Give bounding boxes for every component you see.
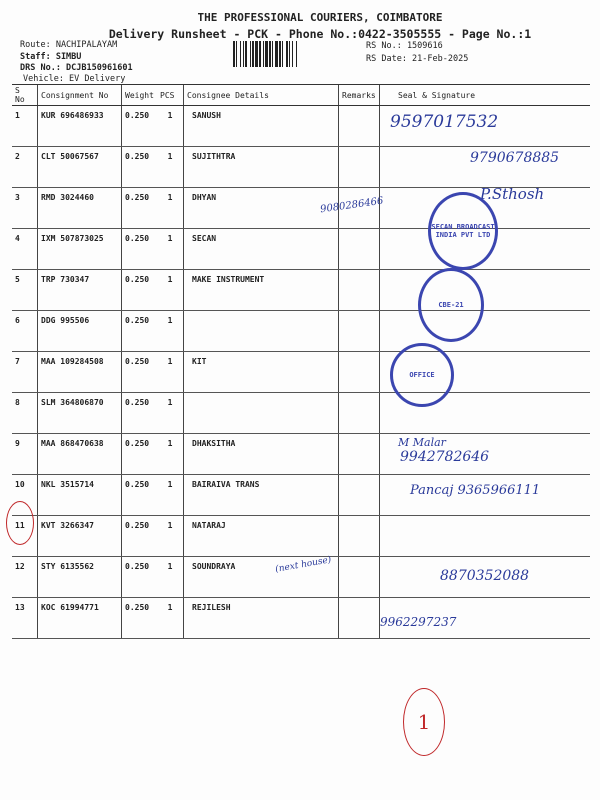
table-row <box>12 598 590 639</box>
weight: 0.250 <box>122 188 158 229</box>
consignee <box>184 393 339 434</box>
pcs: 1 <box>157 557 184 598</box>
row-sno: 5 <box>12 270 38 311</box>
remarks <box>339 311 380 352</box>
weight: 0.250 <box>122 229 158 270</box>
col-sno: S No <box>12 85 38 106</box>
remarks <box>339 106 380 147</box>
consignee: SOUNDRAYA <box>184 557 339 598</box>
consignee: SUJITHTRA <box>184 147 339 188</box>
phone-row3: 9080286466 <box>319 195 385 216</box>
signature-row3: P.Sthosh <box>480 185 545 203</box>
signature-row9-phone: 9942782646 <box>400 449 490 465</box>
consignment-no: CLT 50067567 <box>38 147 122 188</box>
pcs: 1 <box>157 106 184 147</box>
remarks <box>339 352 380 393</box>
table-row <box>12 352 590 393</box>
table-row <box>12 516 590 557</box>
table-row <box>12 106 590 147</box>
table-row <box>12 270 590 311</box>
row-sno: 13 <box>12 598 38 639</box>
signature-row10: Pancaj 9365966111 <box>410 483 541 498</box>
consignment-no: STY 6135562 <box>38 557 122 598</box>
col-pcs: PCS <box>157 85 184 106</box>
signature-row9-name: M Malar <box>398 436 446 449</box>
consignee: NATARAJ <box>184 516 339 557</box>
weight: 0.250 <box>122 106 158 147</box>
rs-number: RS No.: 1509616 <box>366 41 443 51</box>
remark-row12: (next house) <box>274 555 333 575</box>
weight: 0.250 <box>122 598 158 639</box>
table-row <box>12 229 590 270</box>
pcs: 1 <box>157 516 184 557</box>
remarks <box>339 557 380 598</box>
remarks <box>339 229 380 270</box>
route: Route: NACHIPALAYAM <box>20 40 118 50</box>
consignment-no: RMD 3024460 <box>38 188 122 229</box>
remarks <box>339 475 380 516</box>
weight: 0.250 <box>122 434 158 475</box>
consignment-no: KOC 61994771 <box>38 598 122 639</box>
weight: 0.250 <box>122 270 158 311</box>
row-sno: 9 <box>12 434 38 475</box>
consignee: SANUSH <box>184 106 339 147</box>
consignment-no: KUR 696486933 <box>38 106 122 147</box>
staff: Staff: SIMBU <box>20 52 82 62</box>
barcode <box>233 41 351 67</box>
row-sno: 7 <box>12 352 38 393</box>
consignee: MAKE INSTRUMENT <box>184 270 339 311</box>
weight: 0.250 <box>122 352 158 393</box>
consignment-no: NKL 3515714 <box>38 475 122 516</box>
pcs: 1 <box>157 147 184 188</box>
weight: 0.250 <box>122 393 158 434</box>
consignment-no: TRP 730347 <box>38 270 122 311</box>
row-sno: 11 <box>12 516 38 557</box>
seal-signature <box>380 516 591 557</box>
runsheet-subtitle: Delivery Runsheet - PCK - Phone No.:0422-3505555 - Page No.:1 <box>108 27 532 41</box>
remarks <box>339 598 380 639</box>
runsheet-table <box>12 84 590 639</box>
consignment-no: KVT 3266347 <box>38 516 122 557</box>
seal-stamp: CBE-21 <box>418 268 484 342</box>
weight: 0.250 <box>122 557 158 598</box>
rs-date: RS Date: 21-Feb-2025 <box>366 54 469 64</box>
pcs: 1 <box>157 598 184 639</box>
remarks <box>339 516 380 557</box>
col-remarks: Remarks <box>339 85 380 106</box>
pcs: 1 <box>157 352 184 393</box>
remarks <box>339 270 380 311</box>
row-sno: 3 <box>12 188 38 229</box>
consignee: DHAKSITHA <box>184 434 339 475</box>
drs-number: DRS No.: DCJB150961601 <box>20 63 133 73</box>
office-stamp: OFFICE <box>390 343 454 407</box>
consignment-no: MAA 868470638 <box>38 434 122 475</box>
consignment-no: SLM 364806870 <box>38 393 122 434</box>
table-row <box>12 434 590 475</box>
row-sno: 8 <box>12 393 38 434</box>
consignment-no: DDG 995506 <box>38 311 122 352</box>
col-seal: Seal & Signature <box>380 85 591 106</box>
col-consignee: Consignee Details <box>184 85 339 106</box>
pcs: 1 <box>157 229 184 270</box>
pcs: 1 <box>157 311 184 352</box>
signature-row12: 8870352088 <box>440 568 530 584</box>
page-mark: 1 <box>403 688 445 756</box>
row-sno: 2 <box>12 147 38 188</box>
consignee: DHYAN <box>184 188 339 229</box>
table-row <box>12 311 590 352</box>
seal-signature <box>380 270 591 311</box>
row-sno: 1 <box>12 106 38 147</box>
pcs: 1 <box>157 475 184 516</box>
pcs: 1 <box>157 434 184 475</box>
remarks <box>339 393 380 434</box>
consignee: BAIRAIVA TRANS <box>184 475 339 516</box>
consignee: SECAN <box>184 229 339 270</box>
consignee: KIT <box>184 352 339 393</box>
consignment-no: MAA 109284508 <box>38 352 122 393</box>
weight: 0.250 <box>122 147 158 188</box>
pcs: 1 <box>157 270 184 311</box>
red-circle-mark <box>6 501 34 545</box>
signature-row1: 9597017532 <box>390 112 499 132</box>
row-sno: 12 <box>12 557 38 598</box>
col-weight: Weight <box>122 85 158 106</box>
table-row <box>12 393 590 434</box>
pcs: 1 <box>157 393 184 434</box>
pcs: 1 <box>157 188 184 229</box>
consignment-no: IXM 507873025 <box>38 229 122 270</box>
signature-row13: 9962297237 <box>380 615 457 629</box>
consignee: REJILESH <box>184 598 339 639</box>
weight: 0.250 <box>122 475 158 516</box>
remarks <box>339 147 380 188</box>
weight: 0.250 <box>122 311 158 352</box>
company-title: THE PROFESSIONAL COURIERS, COIMBATORE <box>197 11 443 24</box>
col-consignment: Consignment No <box>38 85 122 106</box>
consignee <box>184 311 339 352</box>
signature-row2: 9790678885 <box>470 150 560 166</box>
vehicle: Vehicle: EV Delivery <box>23 74 126 84</box>
remarks <box>339 434 380 475</box>
row-sno: 4 <box>12 229 38 270</box>
weight: 0.250 <box>122 516 158 557</box>
row-sno: 10 <box>12 475 38 516</box>
row-sno: 6 <box>12 311 38 352</box>
company-stamp: SECAN BROADCAST INDIA PVT LTD <box>428 192 498 270</box>
